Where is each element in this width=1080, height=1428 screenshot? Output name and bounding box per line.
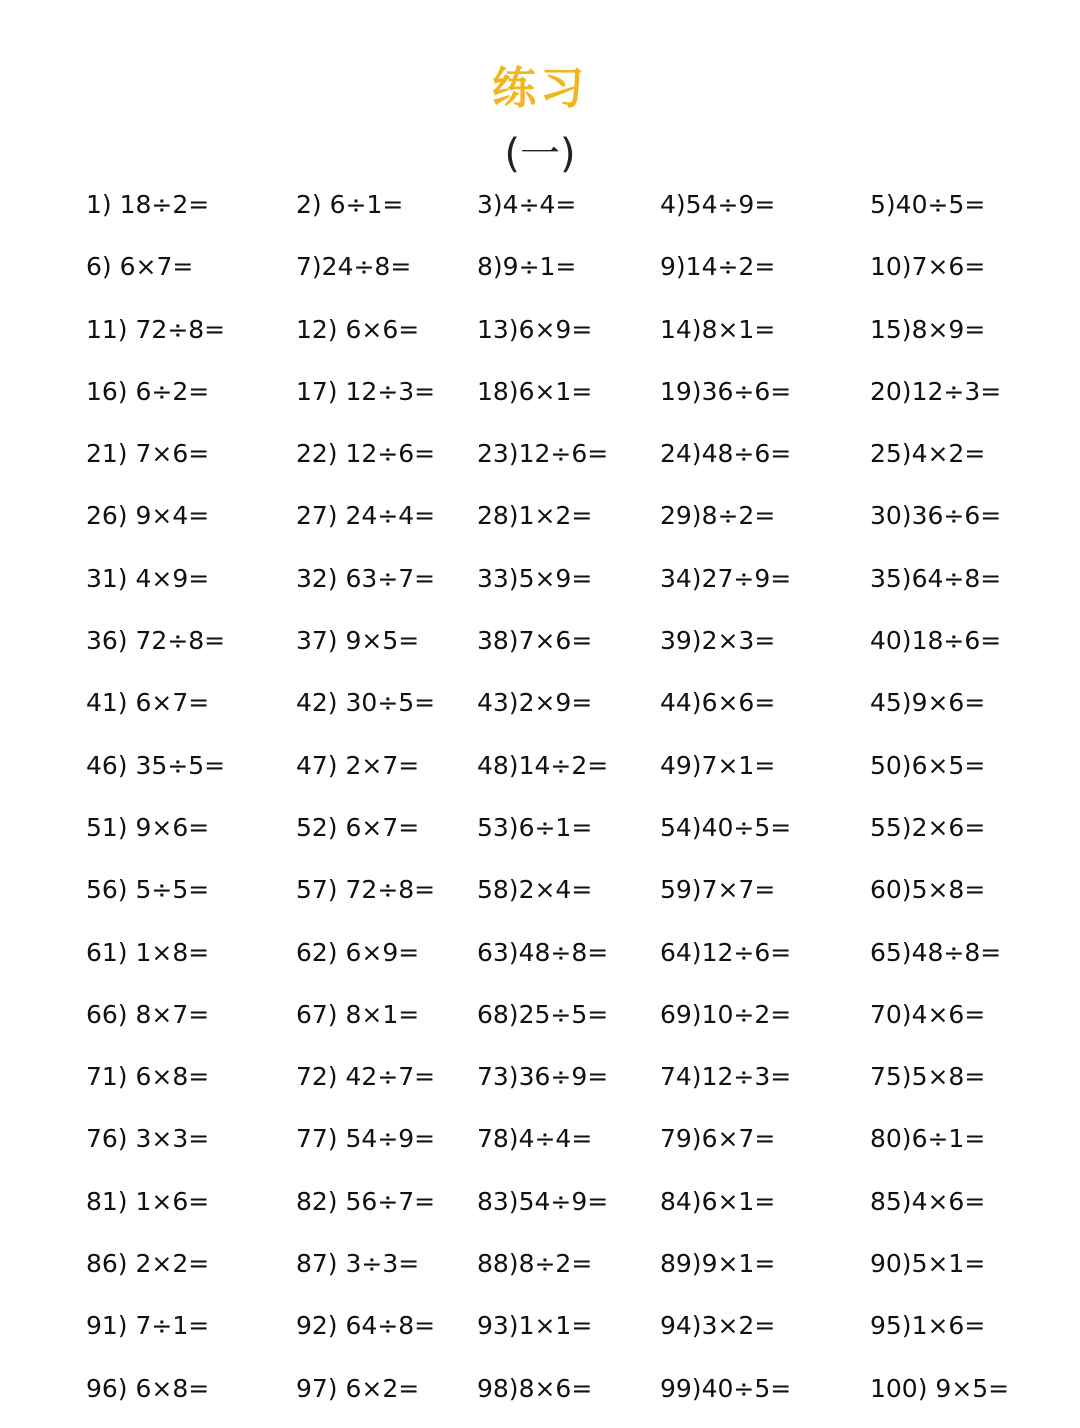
- problem-item: 35)64÷8=: [870, 563, 1002, 593]
- problem-item: 96) 6×8=: [86, 1373, 210, 1403]
- problem-item: 64)12÷6=: [660, 937, 792, 967]
- problem-row: [0, 1239, 1080, 1301]
- problem-item: 68)25÷5=: [477, 999, 609, 1029]
- problem-row: [0, 990, 1080, 1052]
- problem-item: 29)8÷2=: [660, 501, 776, 531]
- problem-row: [0, 741, 1080, 803]
- problem-item: 26) 9×4=: [86, 501, 210, 531]
- problem-row: [0, 180, 1080, 242]
- problem-item: 90)5×1=: [870, 1249, 986, 1279]
- problem-item: 97) 6×2=: [296, 1373, 420, 1403]
- problem-item: 95)1×6=: [870, 1311, 986, 1341]
- problem-item: 19)36÷6=: [660, 376, 792, 406]
- problem-item: 76) 3×3=: [86, 1124, 210, 1154]
- problem-item: 8)9÷1=: [477, 252, 577, 282]
- problem-item: 2) 6÷1=: [296, 190, 404, 219]
- problem-row: [0, 554, 1080, 616]
- problem-item: 85)4×6=: [870, 1186, 986, 1216]
- problem-row: [0, 1177, 1080, 1239]
- page-title: 练习: [492, 63, 588, 114]
- problem-item: 89)9×1=: [660, 1249, 776, 1279]
- problem-item: 67) 8×1=: [296, 999, 420, 1029]
- problem-item: 27) 24÷4=: [296, 501, 436, 531]
- problem-item: 57) 72÷8=: [296, 875, 436, 905]
- problem-item: 91) 7÷1=: [86, 1311, 210, 1341]
- problem-item: 98)8×6=: [477, 1373, 593, 1403]
- problem-item: 39)2×3=: [660, 626, 776, 656]
- problem-item: 33)5×9=: [477, 563, 593, 593]
- problem-item: 56) 5÷5=: [86, 875, 210, 905]
- problem-item: 9)14÷2=: [660, 252, 776, 282]
- problem-row: [0, 491, 1080, 553]
- problem-item: 94)3×2=: [660, 1311, 776, 1341]
- problem-item: 22) 12÷6=: [296, 439, 436, 469]
- problem-item: 7)24÷8=: [296, 252, 412, 282]
- problem-item: 40)18÷6=: [870, 626, 1002, 656]
- problem-item: 32) 63÷7=: [296, 563, 436, 593]
- problem-item: 13)6×9=: [477, 314, 593, 344]
- problem-item: 59)7×7=: [660, 875, 776, 905]
- problem-item: 51) 9×6=: [86, 812, 210, 842]
- problem-item: 48)14÷2=: [477, 750, 609, 780]
- problem-item: 36) 72÷8=: [86, 626, 226, 656]
- problem-item: 30)36÷6=: [870, 501, 1002, 531]
- problem-item: 18)6×1=: [477, 376, 593, 406]
- problem-item: 23)12÷6=: [477, 439, 609, 469]
- problem-item: 78)4÷4=: [477, 1124, 593, 1154]
- problem-item: 69)10÷2=: [660, 999, 792, 1029]
- problem-item: 41) 6×7=: [86, 688, 210, 718]
- section-subtitle: (一): [504, 131, 576, 177]
- problem-row: [0, 367, 1080, 429]
- problem-item: 49)7×1=: [660, 750, 776, 780]
- problem-row: [0, 1301, 1080, 1363]
- problem-row: [0, 865, 1080, 927]
- problem-item: 62) 6×9=: [296, 937, 420, 967]
- problem-row: [0, 678, 1080, 740]
- problem-item: 34)27÷9=: [660, 563, 792, 593]
- problem-item: 28)1×2=: [477, 501, 593, 531]
- problem-row: [0, 928, 1080, 990]
- problem-item: 11) 72÷8=: [86, 314, 226, 344]
- problem-item: 54)40÷5=: [660, 812, 792, 842]
- problem-item: 17) 12÷3=: [296, 376, 436, 406]
- problem-item: 60)5×8=: [870, 875, 986, 905]
- problem-item: 86) 2×2=: [86, 1249, 210, 1279]
- problem-item: 74)12÷3=: [660, 1062, 792, 1092]
- problem-item: 80)6÷1=: [870, 1124, 986, 1154]
- problem-row: [0, 1364, 1080, 1426]
- problem-item: 55)2×6=: [870, 812, 986, 842]
- problem-item: 58)2×4=: [477, 875, 593, 905]
- problem-row: [0, 242, 1080, 304]
- problem-item: 93)1×1=: [477, 1311, 593, 1341]
- problem-item: 5)40÷5=: [870, 190, 986, 219]
- problem-item: 42) 30÷5=: [296, 688, 436, 718]
- problem-item: 100) 9×5=: [870, 1373, 1010, 1403]
- problem-item: 72) 42÷7=: [296, 1062, 436, 1092]
- problem-item: 77) 54÷9=: [296, 1124, 436, 1154]
- problem-item: 50)6×5=: [870, 750, 986, 780]
- problem-item: 12) 6×6=: [296, 314, 420, 344]
- problem-item: 1) 18÷2=: [86, 190, 210, 219]
- problem-item: 46) 35÷5=: [86, 750, 226, 780]
- problem-row: [0, 429, 1080, 491]
- problem-row: [0, 1052, 1080, 1114]
- problem-item: 83)54÷9=: [477, 1186, 609, 1216]
- problem-item: 45)9×6=: [870, 688, 986, 718]
- problem-item: 16) 6÷2=: [86, 376, 210, 406]
- problem-item: 38)7×6=: [477, 626, 593, 656]
- problem-item: 20)12÷3=: [870, 376, 1002, 406]
- problem-item: 99)40÷5=: [660, 1373, 792, 1403]
- problem-item: 31) 4×9=: [86, 563, 210, 593]
- problem-item: 43)2×9=: [477, 688, 593, 718]
- problem-row: [0, 1114, 1080, 1176]
- problem-item: 61) 1×8=: [86, 937, 210, 967]
- problem-item: 84)6×1=: [660, 1186, 776, 1216]
- problem-row: [0, 803, 1080, 865]
- problem-item: 87) 3÷3=: [296, 1249, 420, 1279]
- problem-item: 10)7×6=: [870, 252, 986, 282]
- problem-item: 21) 7×6=: [86, 439, 210, 469]
- problem-item: 47) 2×7=: [296, 750, 420, 780]
- problem-item: 3)4÷4=: [477, 190, 577, 219]
- problem-item: 71) 6×8=: [86, 1062, 210, 1092]
- problem-item: 44)6×6=: [660, 688, 776, 718]
- problem-row: [0, 616, 1080, 678]
- problem-item: 70)4×6=: [870, 999, 986, 1029]
- problem-item: 4)54÷9=: [660, 190, 776, 219]
- problem-item: 24)48÷6=: [660, 439, 792, 469]
- problem-item: 88)8÷2=: [477, 1249, 593, 1279]
- problem-item: 82) 56÷7=: [296, 1186, 436, 1216]
- problem-item: 52) 6×7=: [296, 812, 420, 842]
- problem-item: 63)48÷8=: [477, 937, 609, 967]
- problem-item: 66) 8×7=: [86, 999, 210, 1029]
- problem-item: 6) 6×7=: [86, 252, 194, 282]
- problem-item: 81) 1×6=: [86, 1186, 210, 1216]
- problem-item: 92) 64÷8=: [296, 1311, 436, 1341]
- problem-item: 65)48÷8=: [870, 937, 1002, 967]
- problem-item: 15)8×9=: [870, 314, 986, 344]
- problem-item: 75)5×8=: [870, 1062, 986, 1092]
- problem-item: 37) 9×5=: [296, 626, 420, 656]
- problem-row: [0, 305, 1080, 367]
- problem-item: 53)6÷1=: [477, 812, 593, 842]
- problem-item: 73)36÷9=: [477, 1062, 609, 1092]
- problem-item: 14)8×1=: [660, 314, 776, 344]
- problem-grid: [0, 180, 1080, 1426]
- problem-item: 25)4×2=: [870, 439, 986, 469]
- problem-item: 79)6×7=: [660, 1124, 776, 1154]
